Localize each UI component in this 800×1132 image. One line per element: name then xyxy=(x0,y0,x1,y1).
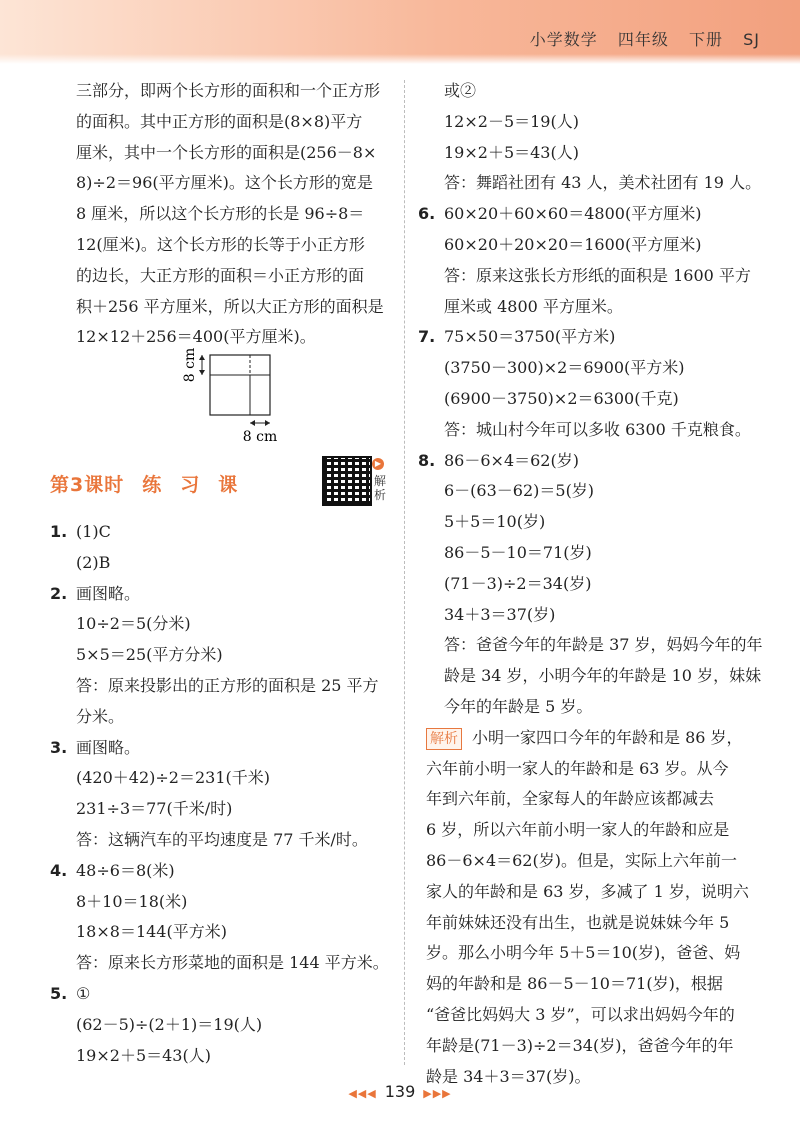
square-figure xyxy=(180,345,290,445)
analysis-first-text: 小明一家四口今年的年龄和是 86 岁， xyxy=(472,727,743,747)
answer-line xyxy=(444,476,774,507)
qr-label: 解析 xyxy=(374,474,387,502)
paragraph-line: 8)÷2＝96(平方厘米)。这个长方形的宽是 xyxy=(76,173,373,193)
question-number: 5. xyxy=(50,983,68,1003)
lesson-word-3: 课 xyxy=(218,474,239,496)
paragraph-line: 积＋256 平方厘米，所以大正方形的面积是 xyxy=(76,296,384,316)
answer-line xyxy=(50,856,394,887)
answer-text: 75×50＝3750(平方米) xyxy=(444,327,616,347)
paragraph-line: 的边长，大正方形的面积＝小正方形的面 xyxy=(76,265,365,285)
answer-text: 8＋10＝18(米) xyxy=(76,891,188,911)
paragraph-line: 厘米，其中一个长方形的面积是(256－8× xyxy=(76,142,377,162)
answer-text: 19×2＋5＝43(人) xyxy=(444,142,579,162)
answer-line xyxy=(76,825,394,856)
left-answers xyxy=(50,517,394,1071)
question-number: 4. xyxy=(50,860,68,880)
answer-text: 60×20＋60×60＝4800(平方厘米) xyxy=(444,204,702,224)
answer-text: 龄是 34 岁，小明今年的年龄是 10 岁，妹妹 xyxy=(444,666,762,686)
analysis-line: 年到六年前，全家每人的年龄应该都减去 xyxy=(426,789,715,809)
answer-line xyxy=(444,600,774,631)
arrow-head xyxy=(265,420,270,426)
answer-text: (6900－3750)×2＝6300(千克) xyxy=(444,388,679,408)
answer-text: 画图略。 xyxy=(76,737,141,757)
header-subject: 小学数学 xyxy=(529,30,598,49)
lesson-title xyxy=(50,470,238,497)
analysis-line: 年龄是(71－3)÷2＝34(岁)，爸爸今年的年 xyxy=(426,1035,734,1055)
answer-line xyxy=(76,548,394,579)
prev-arrows-icon: ◀◀◀ xyxy=(348,1087,377,1100)
answer-line xyxy=(444,538,774,569)
answer-line xyxy=(76,794,394,825)
question-number: 8. xyxy=(418,450,436,470)
arrow-head xyxy=(250,420,255,426)
answer-line xyxy=(76,702,394,733)
play-icon[interactable]: ▶ xyxy=(372,458,384,470)
answer-text: 答：城山村今年可以多收 6300 千克粮食。 xyxy=(444,419,751,439)
analysis-tag: 解析 xyxy=(426,728,462,750)
answer-text: 答：原来投影出的正方形的面积是 25 平方 xyxy=(76,675,379,695)
answer-line xyxy=(76,763,394,794)
answer-line xyxy=(76,671,394,702)
explanation-paragraph xyxy=(76,76,394,353)
question-number: 1. xyxy=(50,522,68,541)
page-footer xyxy=(0,1082,800,1101)
answer-line xyxy=(444,384,774,415)
analysis-line: 龄是 34＋3＝37(岁)。 xyxy=(426,1066,591,1086)
answer-text: (62－5)÷(2＋1)＝19(人) xyxy=(76,1014,263,1034)
answer-line xyxy=(418,322,774,353)
answer-line xyxy=(444,230,774,261)
paragraph-line: 8 厘米，所以这个长方形的长是 96÷8＝ xyxy=(76,204,365,224)
answer-line xyxy=(444,630,774,661)
analysis-line: 妈的年龄和是 86－5－10＝71(岁)，根据 xyxy=(426,974,723,994)
answer-line xyxy=(50,733,394,764)
left-column-top xyxy=(76,76,394,353)
answer-line xyxy=(444,661,774,692)
header-edition: SJ xyxy=(743,30,760,49)
answer-text: 6－(63－62)＝5(岁) xyxy=(444,481,595,501)
answer-text: 5＋5＝10(岁) xyxy=(444,512,546,532)
dimension-label-left: 8 cm xyxy=(182,347,198,383)
answer-text: 231÷3＝77(千米/时) xyxy=(76,799,233,819)
large-square xyxy=(210,355,270,415)
header-grade: 四年级 xyxy=(617,30,669,49)
dimension-label-bottom: 8 cm xyxy=(242,429,278,445)
answer-text: 48÷6＝8(米) xyxy=(76,860,175,880)
paragraph-line: 三部分，即两个长方形的面积和一个正方形 xyxy=(76,81,381,100)
answer-text: 答：原来长方形菜地的面积是 144 平方米。 xyxy=(76,953,389,973)
question-number: 6. xyxy=(418,204,436,224)
analysis-line: 86－6×4＝62(岁)。但是，实际上六年前一 xyxy=(426,850,737,870)
column-divider xyxy=(404,80,405,1065)
answer-text: 12×2－5＝19(人) xyxy=(444,111,579,131)
answer-text: 19×2＋5＝43(人) xyxy=(76,1045,211,1065)
right-answers xyxy=(418,76,774,1092)
answer-line xyxy=(50,579,394,610)
arrow-head xyxy=(199,355,205,360)
answer-text: 分米。 xyxy=(76,706,125,726)
answer-line xyxy=(418,199,774,230)
analysis-line: 6 岁，所以六年前小明一家人的年龄和应是 xyxy=(426,820,730,840)
answer-text: 86－5－10＝71(岁) xyxy=(444,542,592,562)
answer-text: 18×8＝144(平方米) xyxy=(76,922,227,942)
paragraph-line: 的面积。其中正方形的面积是(8×8)平方 xyxy=(76,111,363,131)
analysis-line: 家人的年龄和是 63 岁，多减了 1 岁，说明六 xyxy=(426,881,749,901)
answer-list-left xyxy=(50,517,394,1071)
answer-text: 画图略。 xyxy=(76,583,141,603)
paragraph-line: 12×12＋256＝400(平方厘米)。 xyxy=(76,327,316,347)
answer-list-right xyxy=(418,76,774,723)
paragraph-line: 12(厘米)。这个长方形的长等于小正方形 xyxy=(76,234,365,254)
qr-code[interactable] xyxy=(322,456,372,506)
answer-text: ① xyxy=(76,983,91,1003)
lesson-number: 第3课时 xyxy=(50,474,125,496)
answer-line xyxy=(444,292,774,323)
answer-line xyxy=(50,517,394,548)
answer-text: 86－6×4＝62(岁) xyxy=(444,450,579,470)
header-volume: 下册 xyxy=(689,30,724,49)
answer-line xyxy=(444,138,774,169)
analysis-line: “爸爸比妈妈大 3 岁”，可以求出妈妈今年的 xyxy=(426,1004,735,1024)
answer-line xyxy=(76,917,394,948)
answer-line xyxy=(76,1041,394,1072)
answer-line xyxy=(76,640,394,671)
answer-text: (2)B xyxy=(76,552,111,572)
answer-line xyxy=(444,261,774,292)
analysis-first-line xyxy=(426,723,774,754)
answer-text: 5×5＝25(平方分米) xyxy=(76,645,223,665)
answer-text: 10÷2＝5(分米) xyxy=(76,614,191,634)
answer-text: 答：爸爸今年的年龄是 37 岁，妈妈今年的年 xyxy=(444,635,763,655)
lesson-word-1: 练 xyxy=(142,474,163,496)
answer-line xyxy=(444,168,774,199)
answer-line xyxy=(444,415,774,446)
answer-line xyxy=(444,107,774,138)
answer-line xyxy=(76,887,394,918)
answer-text: 34＋3＝37(岁) xyxy=(444,604,556,624)
answer-line xyxy=(444,76,774,107)
answer-text: (1)C xyxy=(76,522,111,541)
lesson-word-2: 习 xyxy=(180,474,201,496)
question-number: 2. xyxy=(50,583,68,603)
answer-text: 答：这辆汽车的平均速度是 77 千米/时。 xyxy=(76,829,368,849)
question-number: 3. xyxy=(50,737,68,757)
answer-text: 厘米或 4800 平方厘米。 xyxy=(444,296,623,316)
answer-line xyxy=(76,609,394,640)
answer-text: (420＋42)÷2＝231(千米) xyxy=(76,768,270,788)
answer-text: 60×20＋20×20＝1600(平方厘米) xyxy=(444,234,702,254)
answer-line xyxy=(418,446,774,477)
answer-line xyxy=(444,353,774,384)
answer-line xyxy=(444,692,774,723)
answer-text: 或② xyxy=(444,81,477,100)
answer-text: (3750－300)×2＝6900(平方米) xyxy=(444,358,685,378)
analysis-line: 年前妹妹还没有出生，也就是说妹妹今年 5 xyxy=(426,912,730,932)
answer-text: 答：原来这张长方形纸的面积是 1600 平方 xyxy=(444,265,751,285)
answer-line xyxy=(76,948,394,979)
analysis-line: 六年前小明一家人的年龄和是 63 岁。从今 xyxy=(426,758,729,778)
page-number: 139 xyxy=(384,1082,416,1101)
answer-line xyxy=(444,569,774,600)
arrow-head xyxy=(199,370,205,375)
answer-line xyxy=(50,979,394,1010)
answer-line xyxy=(76,1010,394,1041)
answer-text: (71－3)÷2＝34(岁) xyxy=(444,573,592,593)
question-number: 7. xyxy=(418,327,436,347)
page-header xyxy=(516,27,760,50)
analysis-paragraph xyxy=(426,754,774,1093)
analysis-line: 岁。那么小明今年 5＋5＝10(岁)，爸爸、妈 xyxy=(426,943,741,963)
answer-text: 今年的年龄是 5 岁。 xyxy=(444,696,593,716)
answer-text: 答：舞蹈社团有 43 人，美术社团有 19 人。 xyxy=(444,173,762,193)
answer-line xyxy=(444,507,774,538)
next-arrows-icon: ▶▶▶ xyxy=(423,1087,452,1100)
